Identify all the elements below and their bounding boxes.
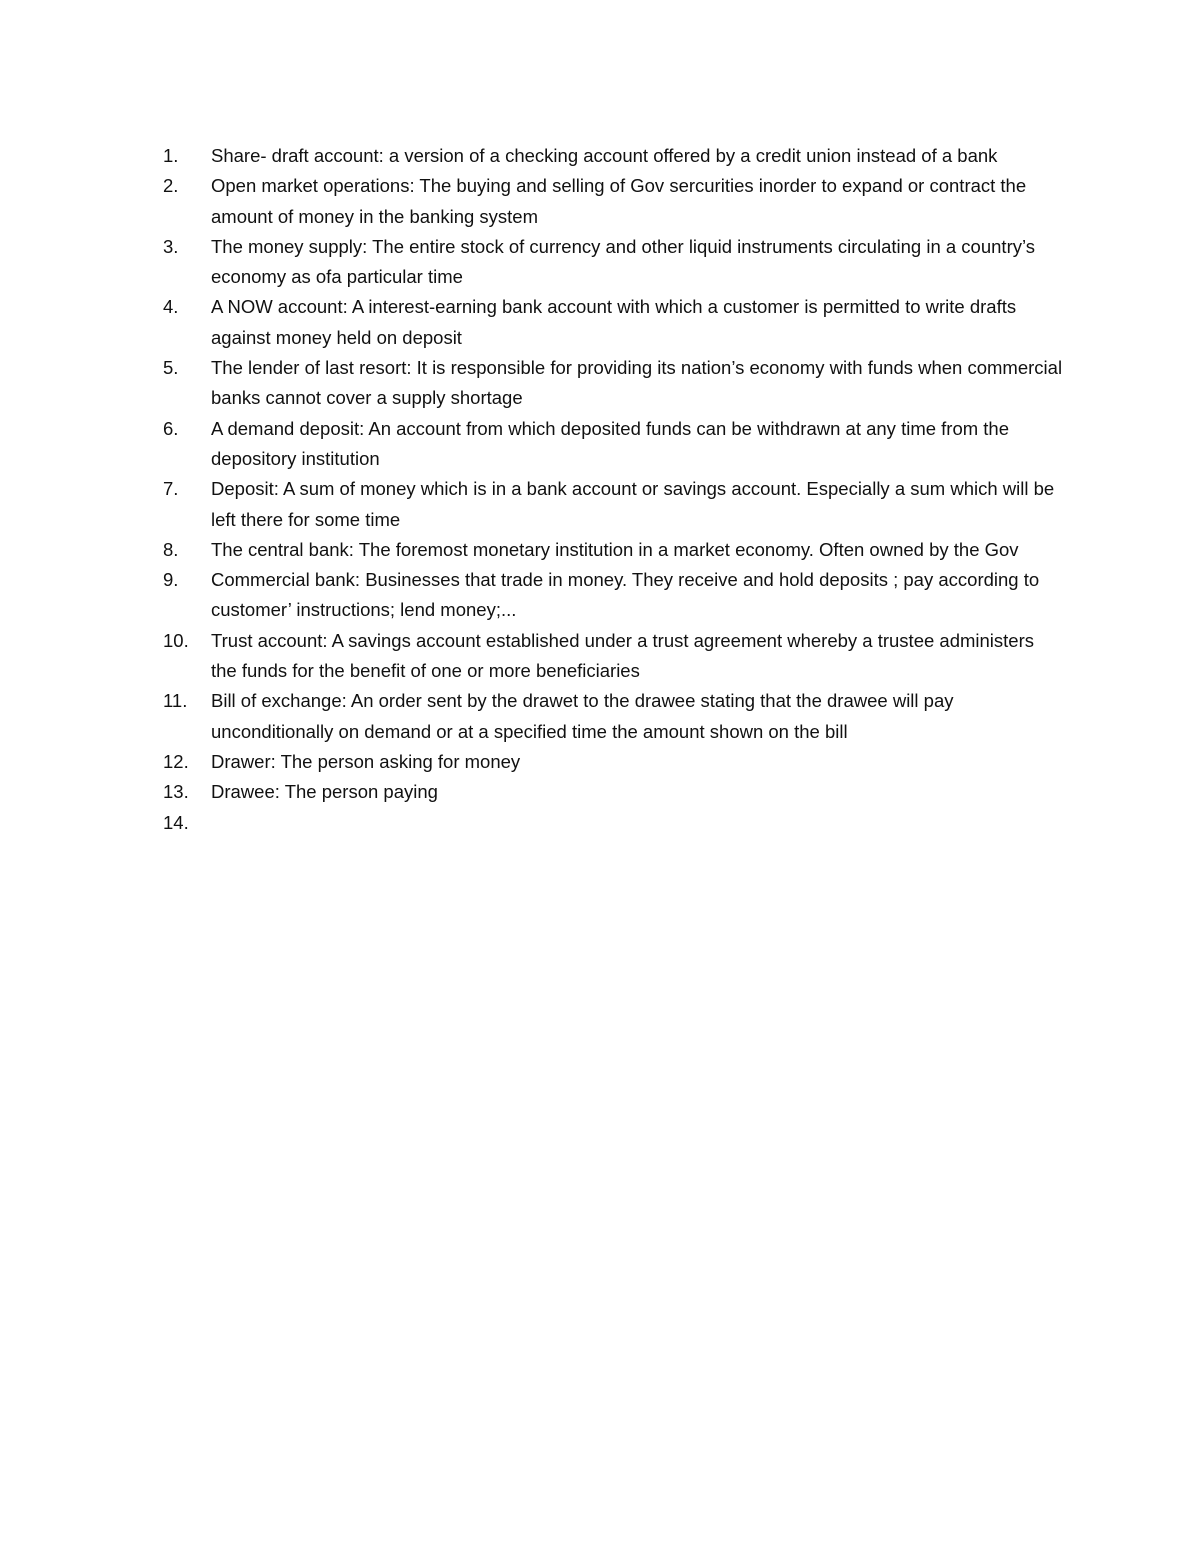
item-number: 1. bbox=[163, 145, 179, 166]
item-text: Bill of exchange: An order sent by the drawet to the drawee stating that the drawee will pay unconditionally on demand or at a specified time the amount shown on the bill bbox=[211, 690, 954, 742]
list-item bbox=[163, 535, 1063, 565]
item-text: Drawee: The person paying bbox=[211, 781, 438, 803]
list-item bbox=[163, 565, 1063, 626]
item-text: Share- draft account: a version of a checking account offered by a credit union instead of a bank bbox=[211, 145, 998, 166]
list-item bbox=[163, 747, 1063, 777]
item-number: 12. bbox=[163, 750, 189, 772]
item-number: 2. bbox=[163, 175, 179, 197]
item-number: 3. bbox=[163, 235, 179, 257]
item-number: 9. bbox=[163, 569, 179, 591]
item-number: 11. bbox=[163, 690, 188, 712]
definition-list bbox=[163, 141, 1063, 838]
item-text: The money supply: The entire stock of currency and other liquid instruments circulating in a country’s economy as ofa particular time bbox=[211, 235, 1035, 288]
list-item bbox=[163, 808, 1063, 838]
item-number: 5. bbox=[163, 357, 179, 379]
item-text: A NOW account: A interest-earning bank account with which a customer is permitted to write drafts against money held on deposit bbox=[211, 296, 1017, 348]
item-text: Trust account: A savings account established under a trust agreement whereby a trustee administers the funds for the benefit of one or more beneficiaries bbox=[211, 629, 1035, 682]
item-number: 7. bbox=[163, 478, 179, 500]
list-item bbox=[163, 353, 1063, 414]
item-text: The central bank: The foremost monetary institution in a market economy. Often owned by the Gov bbox=[211, 538, 1019, 560]
list-item bbox=[163, 292, 1063, 353]
item-text: Drawer: The person asking for money bbox=[211, 750, 521, 772]
item-text: Deposit: A sum of money which is in a bank account or savings account. Especially a sum which will be left there for some time bbox=[211, 478, 1055, 530]
item-number: 13. bbox=[163, 781, 189, 803]
item-number: 10. bbox=[163, 629, 189, 651]
item-number: 6. bbox=[163, 417, 179, 439]
list-item bbox=[163, 141, 1063, 171]
item-number: 4. bbox=[163, 296, 179, 318]
list-item bbox=[163, 474, 1063, 535]
list-item bbox=[163, 232, 1063, 293]
list-item bbox=[163, 171, 1063, 232]
item-text bbox=[211, 808, 1063, 838]
list-item bbox=[163, 777, 1063, 807]
list-item bbox=[163, 686, 1063, 747]
item-text: The lender of last resort: It is responsible for providing its nation’s economy with funds when commercial banks cannot cover a supply shortage bbox=[211, 357, 1063, 409]
item-text: Commercial bank: Businesses that trade in money. They receive and hold deposits ; pay according to customer’ instructions; lend money;... bbox=[211, 569, 1040, 621]
item-text: A demand deposit: An account from which deposited funds can be withdrawn at any time from the depository institution bbox=[211, 417, 1010, 469]
item-text: Open market operations: The buying and selling of Gov sercurities inorder to expand or contract the amount of money in the banking system bbox=[211, 175, 1027, 227]
list-item bbox=[163, 626, 1063, 687]
item-number: 14. bbox=[163, 811, 189, 833]
list-item bbox=[163, 414, 1063, 475]
item-number: 8. bbox=[163, 538, 179, 560]
